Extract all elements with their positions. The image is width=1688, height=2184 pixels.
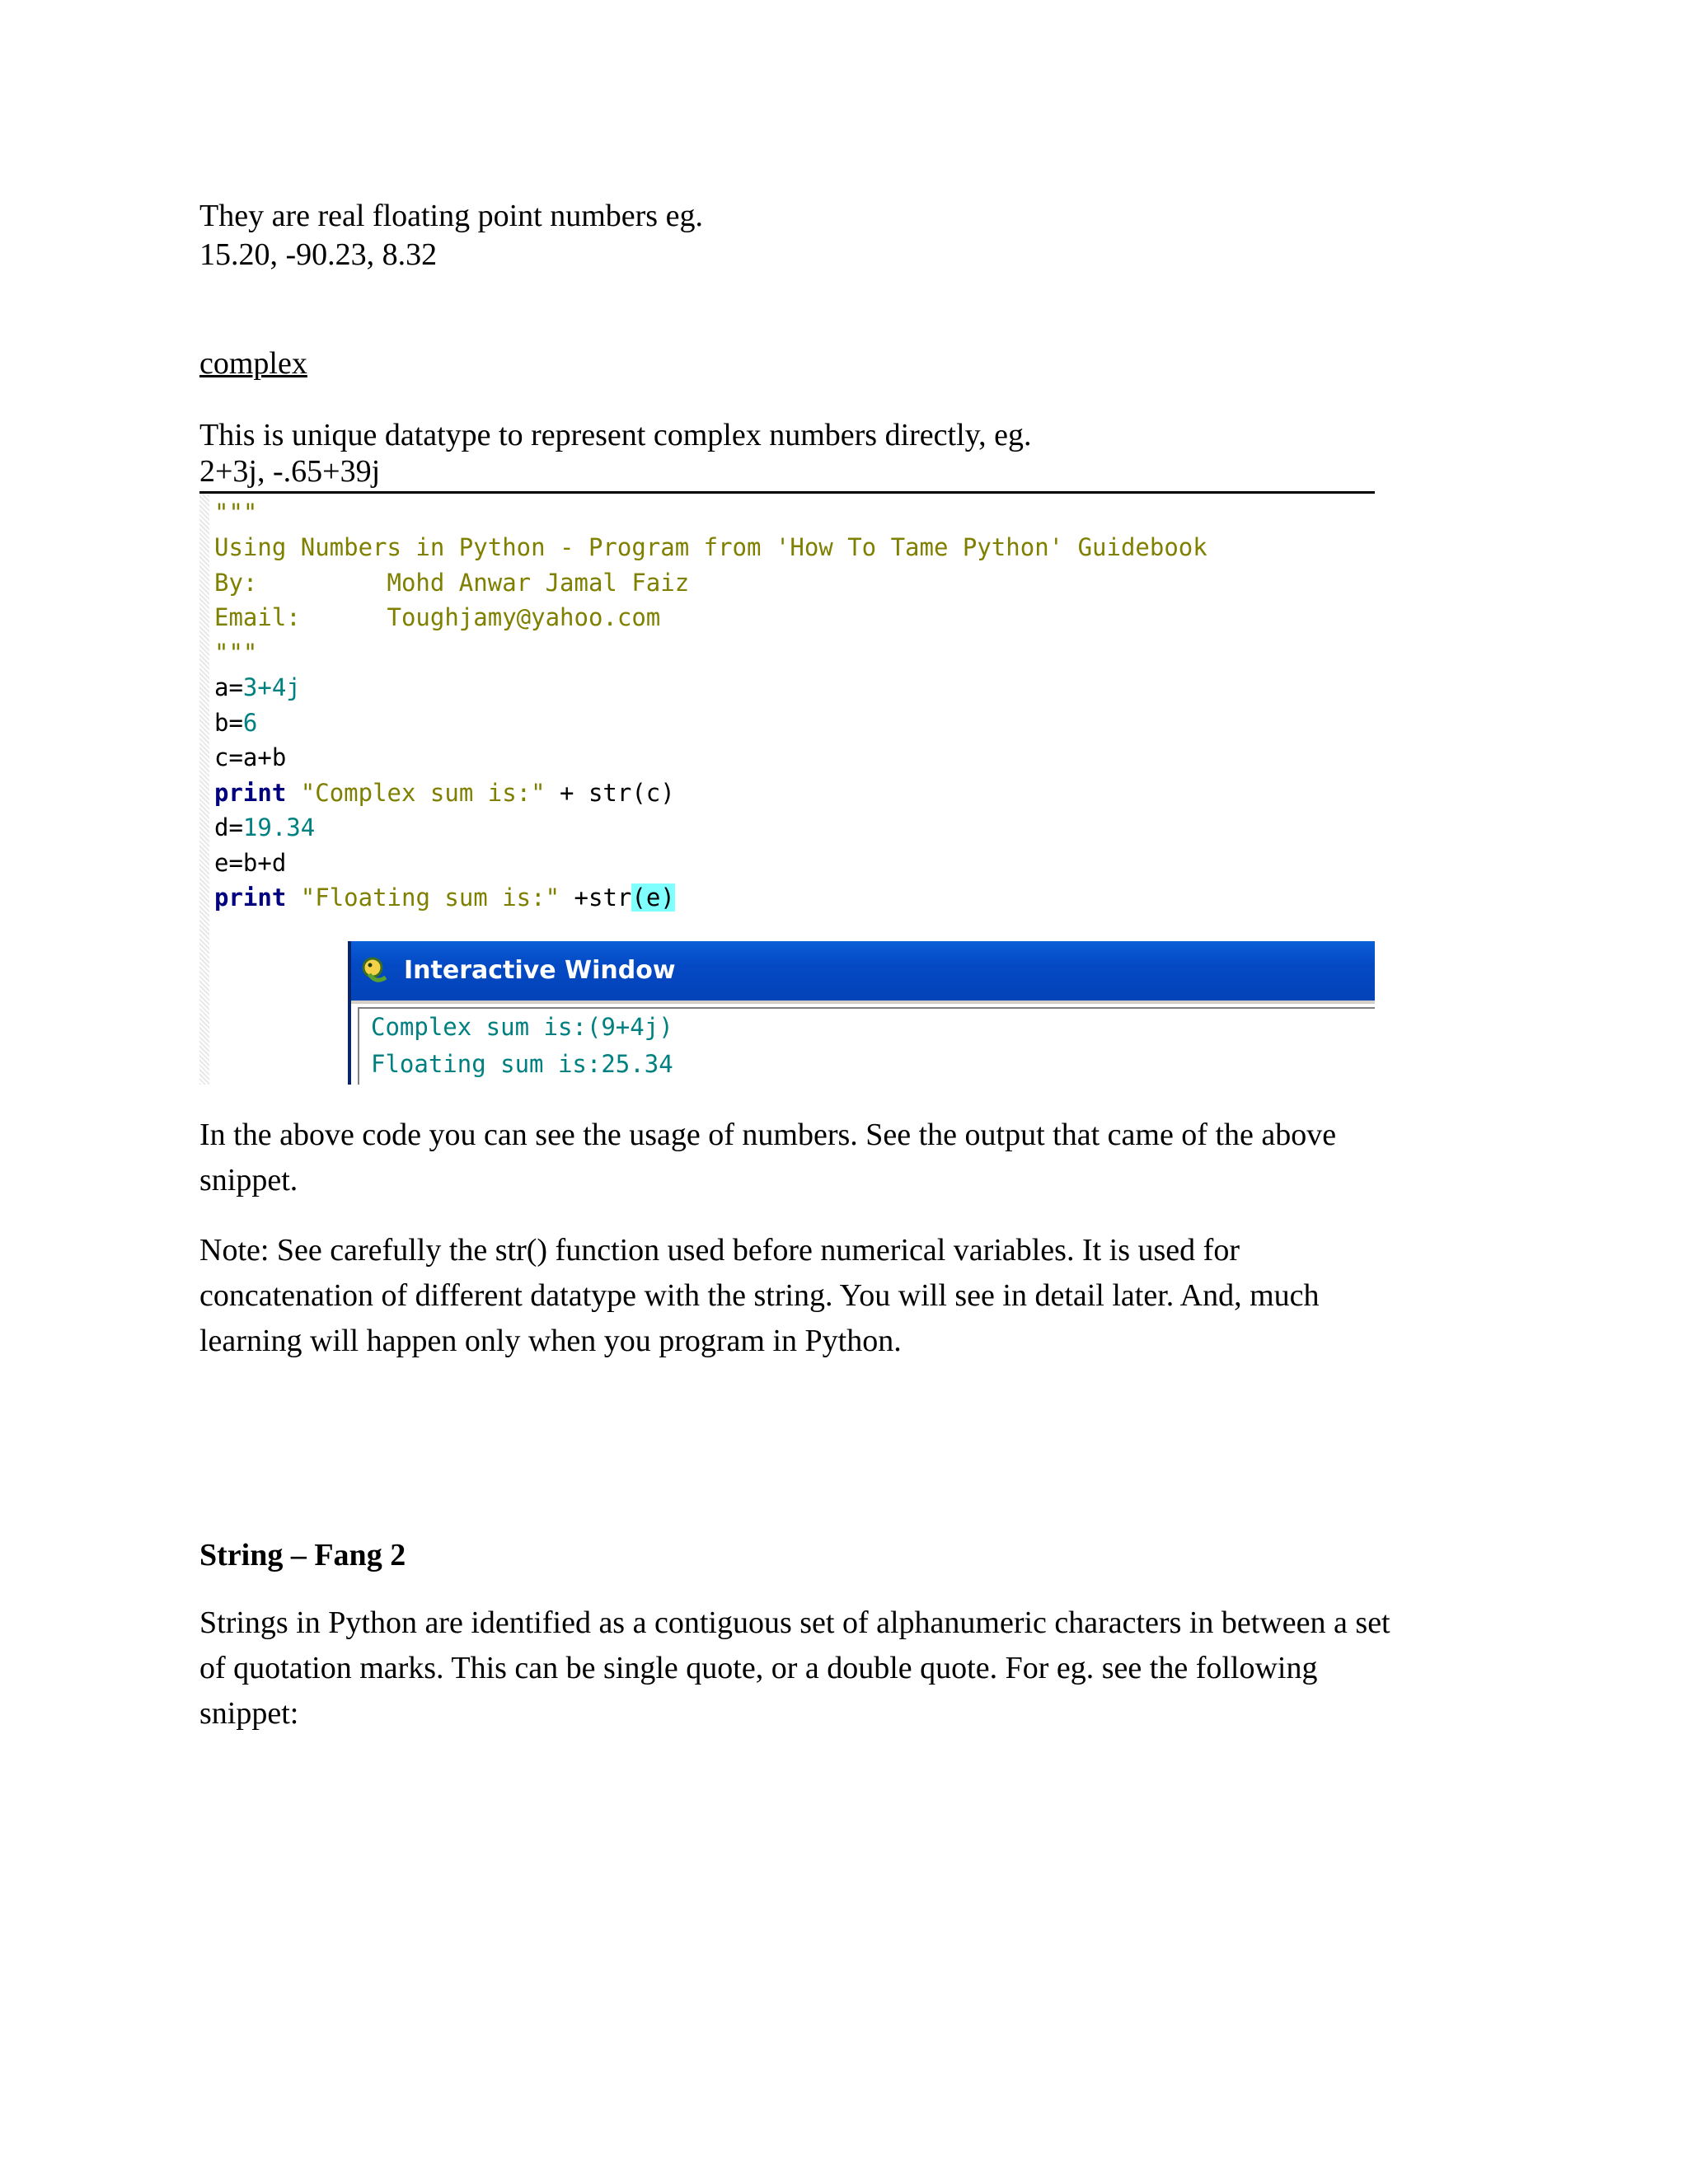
code-bracket-highlight: (e) [631, 883, 675, 912]
code-line-print2 [214, 881, 675, 914]
explanation-paragraph [199, 1113, 1485, 1203]
code-line-d [214, 811, 315, 844]
code-string: "Floating sum is:" [300, 883, 560, 912]
paragraph-line: Note: See carefully the str() function used before numerical variables. It is used for [199, 1233, 1240, 1268]
complex-examples: 2+3j, -.65+39j [199, 454, 381, 489]
paragraph-line: concatenation of different datatype with the string. You will see in detail later. And, much [199, 1278, 1320, 1313]
float-examples: 15.20, -90.23, 8.32 [199, 237, 438, 272]
paragraph-line: snippet: [199, 1696, 299, 1731]
code-line-a [214, 671, 301, 704]
paragraph-line: learning will happen only when you program in Python. [199, 1324, 902, 1358]
code-doc-email: Email: Toughjamy@yahoo.com [214, 603, 661, 631]
float-description: They are real floating point numbers eg. [199, 199, 703, 233]
code-token: d= [214, 813, 243, 841]
code-token: a= [214, 673, 243, 701]
code-keyword: print [214, 779, 287, 807]
code-token: +str [560, 883, 632, 912]
code-docstring-close: """ [214, 639, 258, 667]
code-token: + str(c) [545, 779, 675, 807]
interactive-window-title: Interactive Window [404, 956, 676, 985]
interactive-window [348, 941, 1375, 1085]
code-string: "Complex sum is:" [300, 779, 546, 807]
string-paragraph [199, 1601, 1485, 1736]
code-doc-author: By: Mohd Anwar Jamal Faiz [214, 569, 690, 597]
code-number: 3+4j [242, 673, 301, 701]
divider-line [199, 491, 1375, 494]
code-token: b= [214, 709, 243, 737]
interactive-window-output [358, 1007, 1375, 1085]
code-number: 6 [242, 709, 258, 737]
interactive-window-body [351, 1001, 1375, 1085]
code-line-print1 [214, 776, 675, 809]
code-doc-title: Using Numbers in Python - Program from 'How To Tame Python' Guidebook [214, 533, 1207, 561]
interactive-window-titlebar [351, 941, 1375, 1001]
string-heading: String – Fang 2 [199, 1538, 406, 1572]
output-line: Floating sum is:25.34 [371, 1050, 673, 1078]
code-line-c: c=a+b [214, 743, 287, 771]
paragraph-line: In the above code you can see the usage of numbers. See the output that came of the above [199, 1118, 1337, 1152]
code-screenshot [199, 494, 1375, 1085]
note-paragraph [199, 1228, 1485, 1364]
code-number: 19.34 [242, 813, 316, 841]
code-docstring-open: """ [214, 499, 258, 527]
complex-description: This is unique datatype to represent complex numbers directly, eg. [199, 418, 1032, 452]
output-line: Complex sum is:(9+4j) [371, 1013, 673, 1041]
complex-heading: complex [199, 346, 307, 381]
paragraph-line: Strings in Python are identified as a contiguous set of alphanumeric characters in between a set [199, 1605, 1390, 1640]
code-line-b [214, 706, 257, 739]
paragraph-line: of quotation marks. This can be single quote, or a double quote. For eg. see the following [199, 1651, 1318, 1685]
paragraph-line: snippet. [199, 1163, 298, 1197]
code-line-e: e=b+d [214, 849, 287, 877]
python-icon [361, 956, 391, 986]
code-keyword: print [214, 883, 287, 912]
editor-gutter [199, 494, 209, 1085]
